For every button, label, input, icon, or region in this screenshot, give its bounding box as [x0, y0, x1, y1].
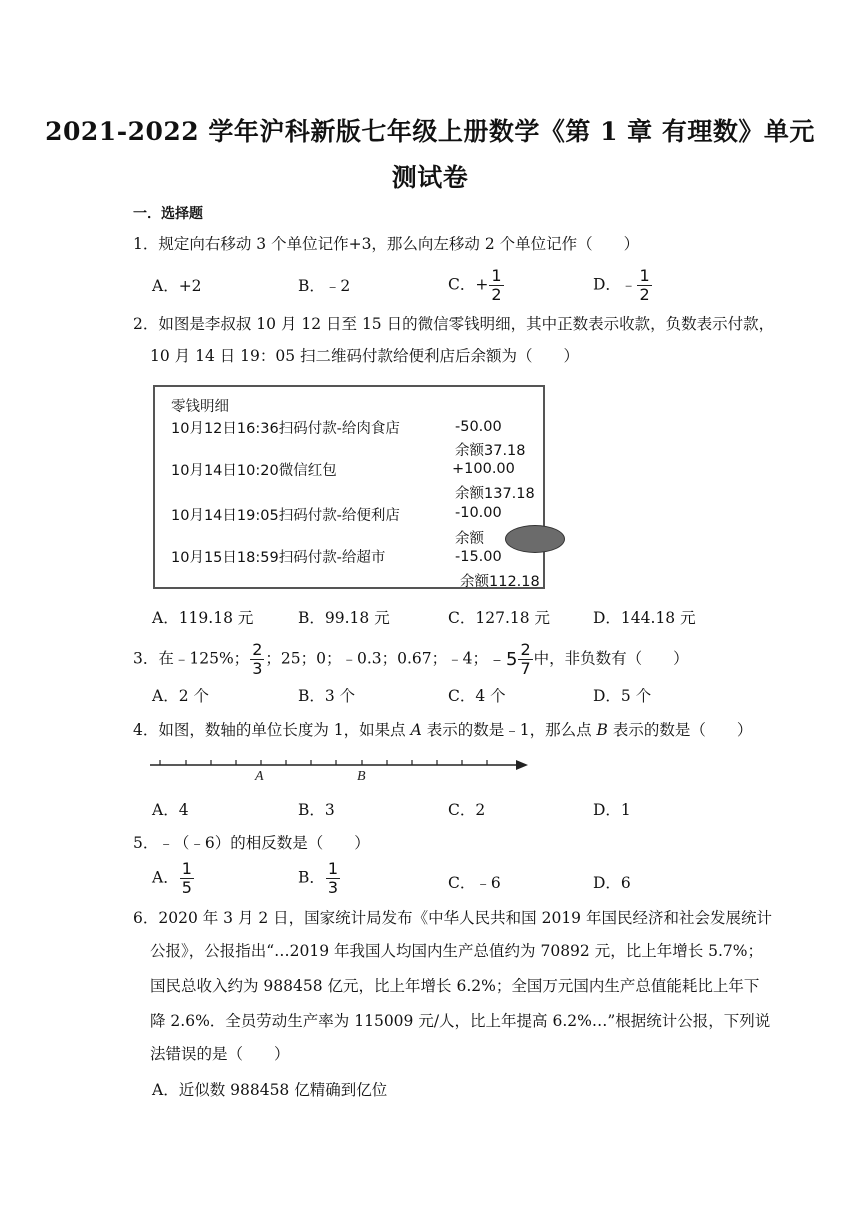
q2-option-a: A．119.18 元	[152, 609, 254, 627]
ledger-row-balance: 余额112.18	[460, 574, 540, 590]
question-4: 4．如图，数轴的单位长度为 1，如果点 A 表示的数是﹣1，那么点 B 表示的数是（ ）	[133, 721, 753, 739]
tick-marks	[160, 760, 487, 765]
ledger-row-desc: 10月15日18:59扫码付款-给超市	[171, 550, 386, 566]
point-b-label: B	[357, 769, 366, 783]
question-2-line2: 10 月 14 日 19：05 扫二维码付款给便利店后余额为（ ）	[150, 347, 580, 365]
ledger-title: 零钱明细	[171, 399, 229, 415]
question-2-line1: 2．如图是李叔叔 10 月 12 日至 15 日的微信零钱明细，其中正数表示收款，负数表示付款，	[133, 315, 775, 333]
q1-option-d: D．﹣ $\frac{1}{2}$	[593, 266, 650, 304]
mixed-number: ﹣5 $\frac{2}{7}$	[487, 640, 531, 678]
q4-option-d: D．1	[593, 801, 631, 819]
q2-option-b: B．99.18 元	[298, 609, 390, 627]
ledger-row-desc: 10月14日19:05扫码付款-给便利店	[171, 508, 400, 524]
ledger-row-amount: +100.00	[452, 461, 515, 477]
q1-option-c: C．+ $\frac{1}{2}$	[448, 266, 502, 304]
number-line-figure	[150, 753, 530, 783]
question-6-line1: 6．2020 年 3 月 2 日，国家统计局发布《中华人民共和国 2019 年国民经济和社会发展统计	[133, 909, 772, 927]
ledger-row-balance: 余额137.18	[455, 486, 535, 502]
section-heading: 一．选择题	[133, 206, 203, 222]
q4-option-a: A．4	[152, 801, 189, 819]
q3-option-d: D．5 个	[593, 687, 652, 705]
fraction: $\frac{1}{2}$	[491, 266, 502, 304]
q2-option-c: C．127.18 元	[448, 609, 551, 627]
point-a-label: A	[255, 769, 264, 783]
fraction: $\frac{1}{5}$	[181, 859, 192, 897]
wallet-ledger-figure	[153, 385, 545, 589]
ledger-row-desc: 10月14日10:20微信红包	[171, 463, 337, 479]
ledger-row-amount: -10.00	[455, 505, 502, 521]
ledger-row-balance: 余额	[455, 531, 484, 547]
arrow-head-icon	[516, 760, 528, 770]
fraction: $\frac{1}{3}$	[327, 859, 339, 897]
question-3: 3．在﹣125%； $\frac{2}{3}$ ；25；0；﹣0.3；0.67；﹣4； ﹣5 $\frac{2}{7}$ 中，非负数有（ ）	[133, 640, 689, 678]
q3-option-c: C．4 个	[448, 687, 506, 705]
q6-option-a: A．近似数 988458 亿精确到亿位	[152, 1081, 388, 1099]
q5-option-c: C．﹣6	[448, 874, 501, 892]
ledger-row-amount: -15.00	[455, 549, 502, 565]
q3-option-b: B．3 个	[298, 687, 356, 705]
q1-option-b: B．﹣2	[298, 277, 351, 295]
fraction: $\frac{2}{3}$	[252, 640, 263, 678]
hidden-balance-blob	[505, 525, 565, 553]
page-title: 2021-2022 学年沪科新版七年级上册数学《第 1 章 有理数》单元	[45, 117, 815, 146]
ledger-row-balance: 余额37.18	[455, 443, 526, 459]
question-5: 5．﹣（﹣6）的相反数是（ ）	[133, 834, 370, 852]
q4-option-b: B．3	[298, 801, 335, 819]
fraction: $\frac{1}{2}$	[639, 266, 650, 304]
question-6-line3: 国民总收入约为 988458 亿元，比上年增长 6.2%；全国万元国内生产总值能耗比上年下	[150, 977, 760, 995]
ledger-row-desc: 10月12日16:36扫码付款-给肉食店	[171, 421, 400, 437]
question-1: 1．规定向右移动 3 个单位记作+3，那么向左移动 2 个单位记作（ ）	[133, 235, 640, 253]
q1-option-a: A．+2	[152, 277, 202, 295]
question-6-line2: 公报》，公报指出“…2019 年我国人均国内生产总值约为 70892 元，比上年增长 5.7%；	[150, 942, 764, 960]
question-6-line5: 法错误的是（ ）	[150, 1045, 290, 1063]
q5-option-a: A． $\frac{1}{5}$	[152, 859, 192, 897]
question-6-line4: 降 2.6%．全员劳动生产率为 115009 元/人，比上年提高 6.2%…”根据统计公报，下列说	[150, 1012, 771, 1030]
q3-option-a: A．2 个	[152, 687, 209, 705]
q5-option-b: B． $\frac{1}{3}$	[298, 859, 339, 897]
page-title-line2: 测试卷	[391, 163, 469, 192]
q2-option-d: D．144.18 元	[593, 609, 696, 627]
ledger-row-amount: -50.00	[455, 419, 502, 435]
q4-option-c: C．2	[448, 801, 486, 819]
q5-option-d: D．6	[593, 874, 631, 892]
